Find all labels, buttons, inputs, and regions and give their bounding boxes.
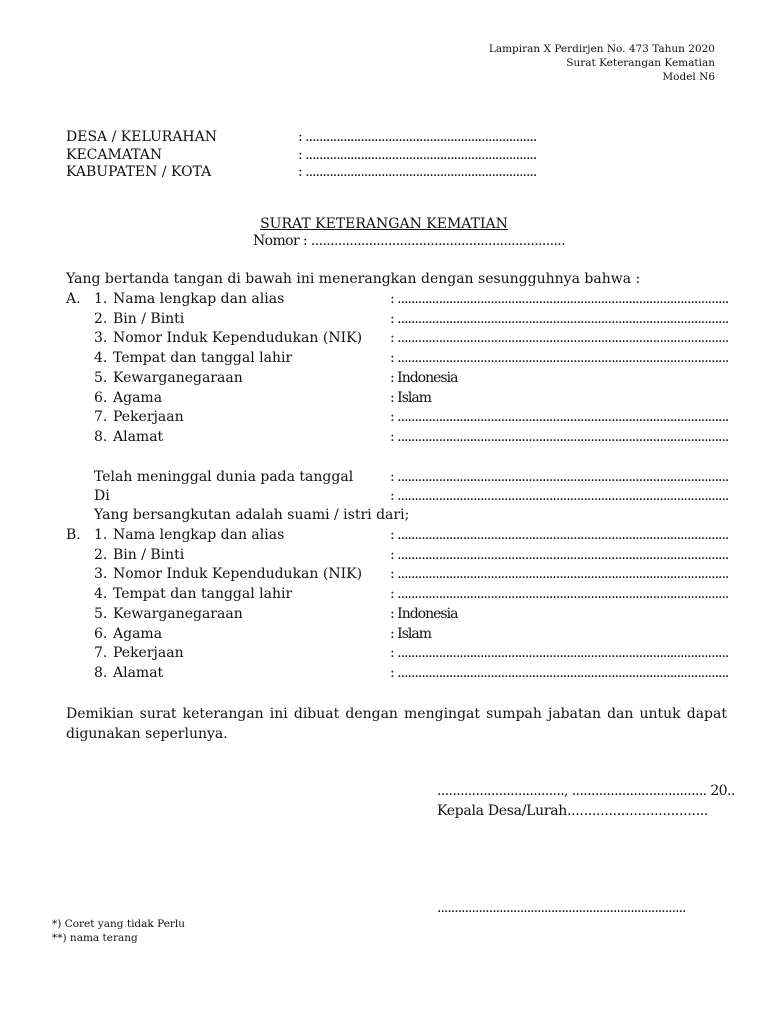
section-b-item-label: Bin / Binti	[113, 547, 185, 563]
section-b-letter: B.	[66, 527, 81, 543]
section-b-item-value: : Indonesia	[390, 606, 458, 622]
section-a-item-label: Nama lengkap dan alias	[113, 291, 285, 307]
death-date-value: : ................................................................................................	[390, 469, 729, 485]
section-a-item-label: Nomor Induk Kependudukan (NIK)	[113, 330, 363, 346]
section-b-item-number: 6.	[94, 626, 108, 642]
section-b-item-value: : ................................................................................................	[390, 586, 729, 602]
section-a-item-label: Bin / Binti	[113, 311, 185, 327]
section-a-item-value: : ................................................................................................	[390, 291, 729, 307]
section-a-letter: A.	[66, 291, 81, 307]
region-label-kecamatan: KECAMATAN	[66, 147, 163, 163]
region-value-kecamatan: : ...................................................................	[298, 147, 537, 163]
region-label-desa: DESA / KELURAHAN	[66, 129, 217, 145]
section-a-item-label: Kewarganegaraan	[113, 370, 243, 386]
section-a-item-label: Alamat	[113, 429, 164, 445]
section-a-item-number: 3.	[94, 330, 108, 346]
section-b-item-number: 4.	[94, 586, 108, 602]
signature-title: Kepala Desa/Lurah..................................	[437, 803, 709, 819]
spouse-line: Yang bersangkutan adalah suami / istri dari;	[94, 507, 410, 523]
section-b-item-label: Tempat dan tanggal lahir	[113, 586, 293, 602]
section-b-item-value: : ................................................................................................	[390, 547, 729, 563]
section-a-item-number: 4.	[94, 350, 108, 366]
header-model: Model N6	[662, 71, 715, 83]
closing-paragraph: Demikian surat keterangan ini dibuat dengan mengingat sumpah jabatan dan untuk dapat digunakan seperlunya.	[66, 706, 727, 742]
section-a-item-value: : ................................................................................................	[390, 429, 729, 445]
region-label-kabupaten: KABUPATEN / KOTA	[66, 164, 212, 180]
section-a-item-label: Pekerjaan	[113, 409, 184, 425]
section-a-item-number: 5.	[94, 370, 108, 386]
section-b-item-number: 2.	[94, 547, 108, 563]
section-a-item-number: 8.	[94, 429, 108, 445]
section-b-item-label: Pekerjaan	[113, 645, 184, 661]
signature-place-date: ................................., ................................... 20..	[437, 783, 735, 799]
footnote-2: **) nama terang	[52, 932, 138, 944]
section-b-item-value: : ................................................................................................	[390, 645, 729, 661]
signature-name-line: ........................................................................	[437, 900, 686, 916]
footnote-1: *) Coret yang tidak Perlu	[52, 918, 186, 930]
section-a-item-number: 2.	[94, 311, 108, 327]
section-a-item-number: 6.	[94, 390, 108, 406]
death-place-value: : ................................................................................................	[390, 488, 729, 504]
section-b-item-number: 7.	[94, 645, 108, 661]
death-place-label: Di	[94, 488, 110, 504]
header-reference: Lampiran X Perdirjen No. 473 Tahun 2020	[488, 43, 715, 55]
section-b-item-label: Nama lengkap dan alias	[113, 527, 285, 543]
document-title: SURAT KETERANGAN KEMATIAN	[260, 216, 508, 232]
death-date-label: Telah meninggal dunia pada tanggal	[94, 469, 354, 485]
section-a-item-value: : ................................................................................................	[390, 311, 729, 327]
section-b-item-number: 8.	[94, 665, 108, 681]
section-b-item-value: : Islam	[390, 626, 431, 642]
section-b-item-value: : ................................................................................................	[390, 527, 729, 543]
section-b-item-number: 3.	[94, 566, 108, 582]
region-value-desa: : ...................................................................	[298, 129, 537, 145]
section-a-item-value: : ................................................................................................	[390, 350, 729, 366]
intro-text: Yang bertanda tangan di bawah ini menerangkan dengan sesungguhnya bahwa :	[66, 271, 641, 287]
section-a-item-value: : Indonesia	[390, 370, 458, 386]
section-a-item-value: : Islam	[390, 390, 431, 406]
section-b-item-label: Kewarganegaraan	[113, 606, 243, 622]
section-b-item-label: Agama	[113, 626, 163, 642]
section-a-item-value: : ................................................................................................	[390, 330, 729, 346]
section-a-item-value: : ................................................................................................	[390, 409, 729, 425]
section-b-item-value: : ................................................................................................	[390, 665, 729, 681]
region-value-kabupaten: : ...................................................................	[298, 164, 537, 180]
section-b-item-number: 5.	[94, 606, 108, 622]
section-b-item-label: Alamat	[113, 665, 164, 681]
section-b-item-number: 1.	[94, 527, 108, 543]
document-number: Nomor : ..................................................................	[253, 233, 566, 249]
section-b-item-value: : ................................................................................................	[390, 566, 729, 582]
header-doc-name: Surat Keterangan Kematian	[566, 57, 715, 69]
section-a-item-label: Agama	[113, 390, 163, 406]
section-b-item-label: Nomor Induk Kependudukan (NIK)	[113, 566, 363, 582]
section-a-item-label: Tempat dan tanggal lahir	[113, 350, 293, 366]
section-a-item-number: 1.	[94, 291, 108, 307]
section-a-item-number: 7.	[94, 409, 108, 425]
